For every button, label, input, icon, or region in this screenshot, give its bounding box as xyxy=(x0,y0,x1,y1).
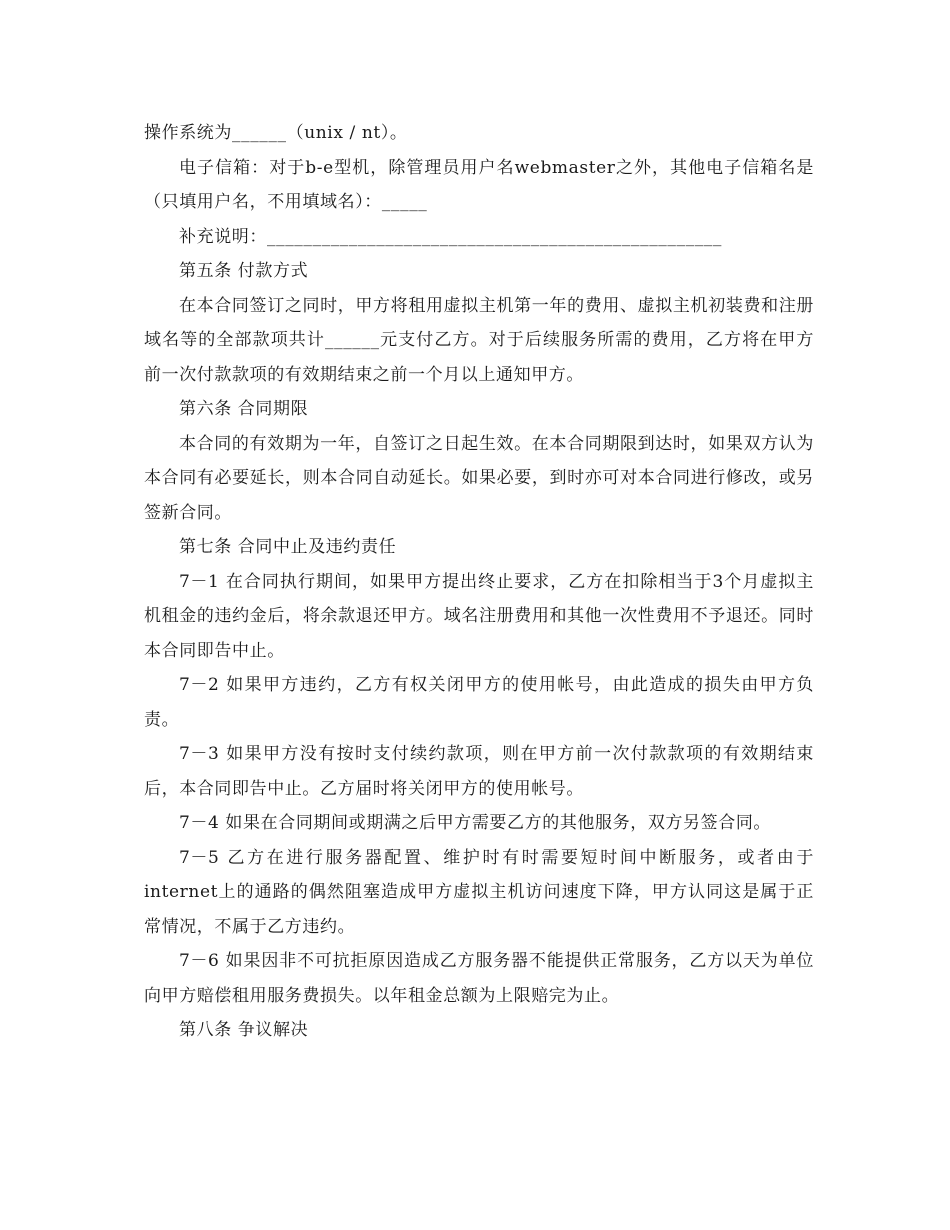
email-paragraph: 电子信箱：对于b-e型机，除管理员用户名webmaster之外，其他电子信箱名是（只填用户名，不用填域名）：_____ xyxy=(144,157,814,212)
article-7-heading: 第七条 合同中止及违约责任 xyxy=(179,537,397,557)
clause-7-4: 7－4 如果在合同期间或期满之后甲方需要乙方的其他服务，双方另签合同。 xyxy=(179,813,772,833)
article-5-heading: 第五条 付款方式 xyxy=(179,261,309,281)
clause-7-5: 7－5 乙方在进行服务器配置、维护时有时需要短时间中断服务，或者由于internet上的通路的偶然阻塞造成甲方虚拟主机访问速度下降，甲方认同这是属于正常情况，不属于乙方违约。 xyxy=(144,847,814,937)
clause-7-3: 7－3 如果甲方没有按时支付续约款项，则在甲方前一次付款款项的有效期结束后，本合同即告中止。乙方届时将关闭甲方的使用帐号。 xyxy=(144,744,814,799)
os-paragraph: 操作系统为______（unix / nt）。 xyxy=(144,123,408,143)
clause-7-6: 7－6 如果因非不可抗拒原因造成乙方服务器不能提供正常服务，乙方以天为单位向甲方赔偿租用服务费损失。以年租金总额为上限赔完为止。 xyxy=(144,951,814,1006)
document-body xyxy=(144,116,814,1048)
article-6-heading: 第六条 合同期限 xyxy=(179,399,309,419)
article-5-paragraph: 在本合同签订之同时，甲方将租用虚拟主机第一年的费用、虚拟主机初装费和注册域名等的全部款项共计______元支付乙方。对于后续服务所需的费用，乙方将在甲方前一次付款款项的有效期结束之前一个月以上通知甲方。 xyxy=(144,295,814,385)
article-8-heading: 第八条 争议解决 xyxy=(179,1020,309,1040)
supplement-paragraph: 补充说明：__________________________________________________ xyxy=(179,226,722,247)
article-6-paragraph: 本合同的有效期为一年，自签订之日起生效。在本合同期限到达时，如果双方认为本合同有必要延长，则本合同自动延长。如果必要，到时亦可对本合同进行修改，或另签新合同。 xyxy=(144,433,814,523)
clause-7-1: 7－1 在合同执行期间，如果甲方提出终止要求，乙方在扣除相当于3个月虚拟主机租金的违约金后，将余款退还甲方。域名注册费用和其他一次性费用不予退还。同时本合同即告中止。 xyxy=(144,571,814,661)
clause-7-2: 7－2 如果甲方违约，乙方有权关闭甲方的使用帐号，由此造成的损失由甲方负责。 xyxy=(144,675,814,730)
